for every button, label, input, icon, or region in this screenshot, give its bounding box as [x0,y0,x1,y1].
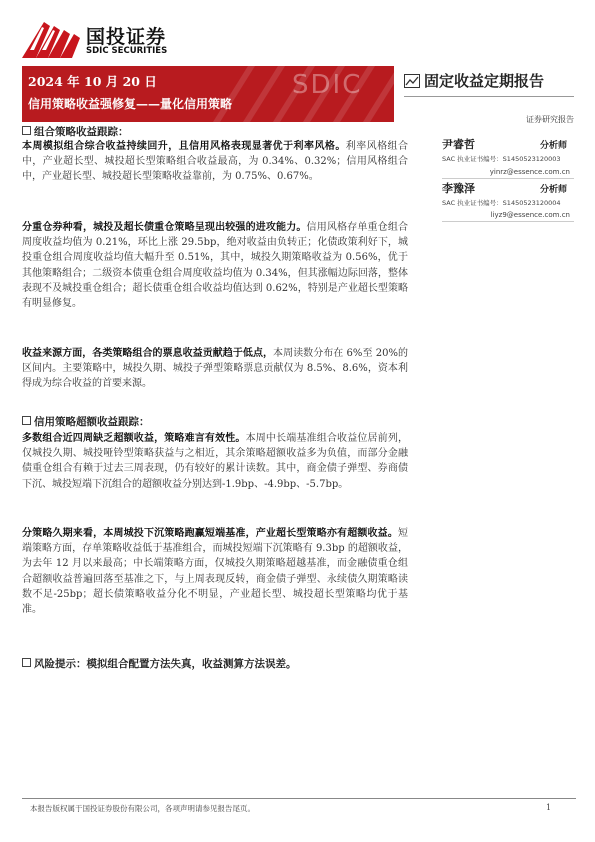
section-heading-text: 组合策略收益跟踪： [34,126,129,138]
footer-disclaimer: 本报告版权属于国投证券股份有限公司，各项声明请参见报告尾页。 [30,804,255,813]
analyst-role: 分析师 [540,141,568,151]
checkbox-square-icon [22,416,31,425]
paragraph-lead: 分策略久期来看，本周城投下沉策略跑赢短端基准，产业超长型策略亦有超额收益。 [22,528,398,539]
divider [404,96,574,97]
logo-mark-icon [22,20,80,58]
section-heading-excess [22,414,150,429]
analyst-email[interactable]: yinrz@essence.com.cn [489,168,570,176]
paragraph-lead: 多数组合近四周缺乏超额收益，策略难言有效性。 [22,433,246,444]
logo-text-en: SDIC SECURITIES [86,46,168,56]
paragraph-1 [22,139,408,185]
checkbox-square-icon [22,126,31,135]
title-banner [22,66,394,122]
section-heading-text: 信用策略超额收益跟踪： [34,416,150,428]
divider [442,178,574,179]
analyst-sac: SAC 执业证书编号：S1450523120003 [442,155,561,163]
analyst-name: 李豫泽 [442,182,475,195]
paragraph-body: 利率风格组合中，产业超长型、城投超长型策略组合收益最高，为 0.34%、0.32%；信用风格组合中，产业超长型、城投超长型策略收益靠前，为 0.75%、0.67%。 [22,141,409,183]
section-heading-portfolio [22,124,129,139]
paragraph-body: 信用风格存单重仓组合周度收益均值为 0.21%，环比上涨 29.5bp，绝对收益由负转正；化债政策利好下，城投重仓组合周度收益均值大幅升至 0.51%，其中，城投久期策略收益为 0.56%，优于其他策略组合；二级资本债重仓组合周度收益均值为 0.34%，但其涨幅边际回落，整体表现不及城投重仓组合；超长债重仓组合收益均值达到 0.62%，特别是产业超长型策略有明显修复。 [22,222,409,310]
report-type [404,70,574,92]
paragraph-body: 短端策略方面，存单策略收益低于基准组合，而城投短端下沉策略有 9.3bp 的超额收益，为去年 12 月以来最高；中长端策略方面，仅城投久期策略超越基准，而金融债重仓组合超额收益普遍回落至基准之下，与上周表现反转，商金债子弹型、永续债久期策略读数不足-25bp；超长债策略收益分化不明显，产业超长型、城投超长型策略均优于基准。 [22,528,408,616]
footer-divider [22,798,576,799]
report-date: 2024 年 10 月 20 日 [28,74,157,89]
analyst-sac: SAC 执业证书编号：S1450523120004 [442,199,561,207]
banner-watermark: SDIC [292,70,363,100]
report-category: 证券研究报告 [526,115,574,124]
analyst-email[interactable]: liyz9@essence.com.cn [490,211,570,219]
logo-text-cn: 国投证券 [86,26,167,48]
paragraph-5 [22,526,408,617]
paragraph-lead: 分重仓券种看，城投及超长债重仓策略呈现出较强的进攻能力。 [22,222,307,233]
paragraph-body: 本周中长端基准组合收益位居前列，仅城投久期、城投哑铃型策略获益与之相近，其余策略超额收益多为负值，而部分金融债重仓组合有赖于过去三周表现，仍有较好的累计读数。其中，商金债子弹型、券商债下沉、城投短端下沉组合的超额收益分别达到-1.9bp、-4.9bp、-5.7bp。 [22,433,409,490]
checkbox-square-icon [22,658,31,667]
paragraph-2 [22,220,408,311]
report-type-label: 固定收益定期报告 [424,72,545,90]
paragraph-3 [22,346,408,392]
paragraph-lead: 本周模拟组合综合收益持续回升，且信用风格表现显著优于利率风格。 [22,141,346,152]
report-title: 信用策略收益强修复——量化信用策略 [28,97,233,111]
chart-icon [404,74,420,88]
risk-warning-text: 风险提示：模拟组合配置方法失真，收益测算方法误差。 [34,658,297,670]
risk-warning [22,656,297,671]
divider [442,221,574,222]
analyst-role: 分析师 [540,185,568,195]
page-number: 1 [546,803,552,812]
paragraph-4 [22,431,408,492]
paragraph-body: 本周读数分布在 6%至 20%的区间内。主要策略中，城投久期、城投子弹型策略票息贡献仅为 8.5%、8.6%，资本利得成为综合收益的首要来源。 [22,348,408,390]
company-logo [22,18,192,64]
analyst-name: 尹睿哲 [442,138,475,151]
paragraph-lead: 收益来源方面，各类策略组合的票息收益贡献趋于低点， [22,348,274,359]
